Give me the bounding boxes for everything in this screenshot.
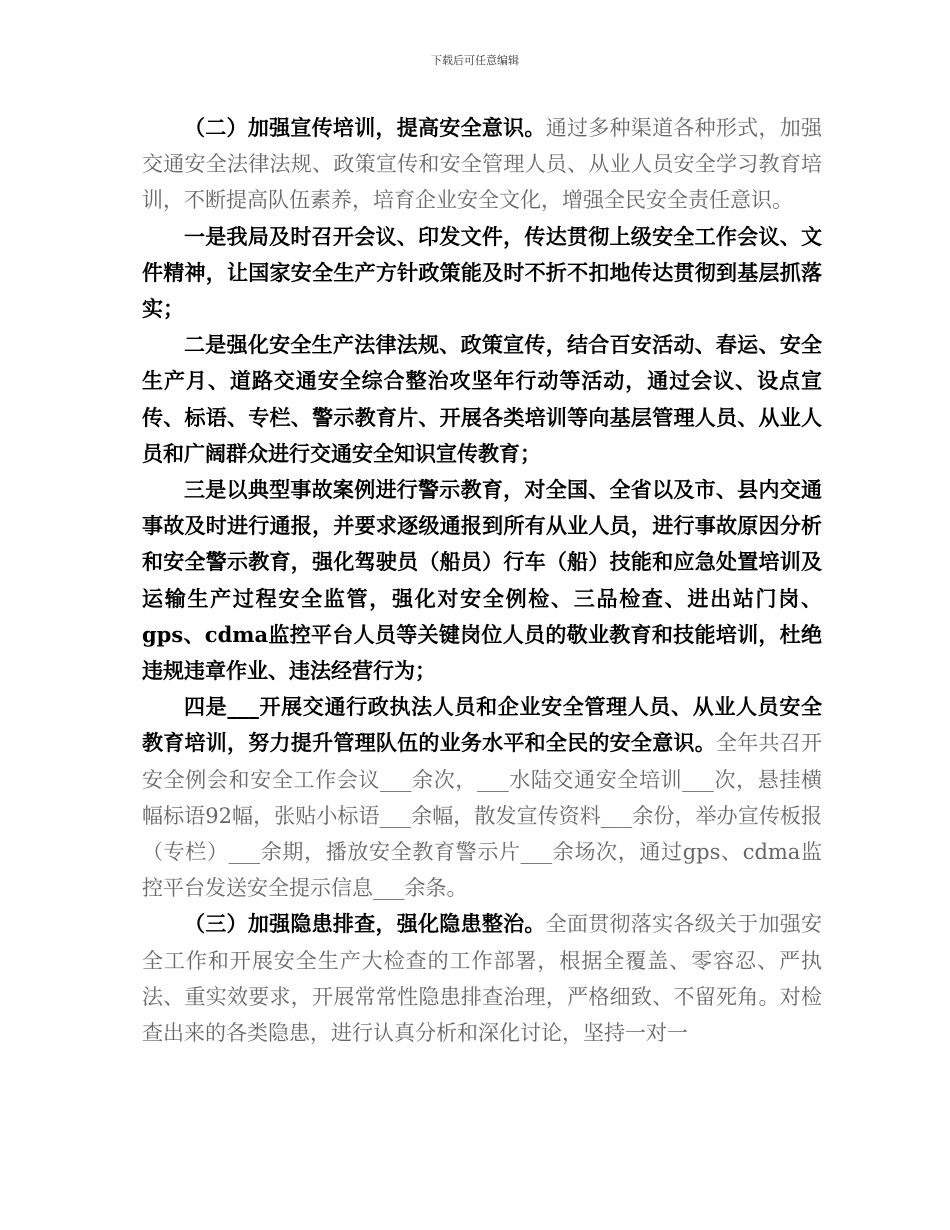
paragraph-text-bold: 一是我局及时召开会议、印发文件，传达贯彻上级安全工作会议、文件精神，让国家安全生产方针政策能及时不折不扣地传达贯彻到基层抓落实；: [142, 223, 822, 322]
section-heading: （三）加强隐患排查，强化隐患整治。: [184, 911, 546, 937]
paragraph-hazard-inspection: [142, 906, 822, 1051]
page-header: 下载后可任意编辑: [431, 54, 519, 67]
paragraph-item-1: [142, 219, 822, 328]
paragraph-publicity-training: [142, 110, 822, 219]
paragraph-item-2: [142, 327, 822, 472]
paragraph-text-bold: 三是以典型事故案例进行警示教育，对全国、全省以及市、县内交通事故及时进行通报，并要求逐级通报到所有从业人员，进行事故原因分析和安全警示教育，强化驾驶员（船员）行车（船）技能和应急处置培训及运输生产过程安全监管，强化对安全例检、三品检查、进出站门岗、gps、cdma监控平台人员等关键岗位人员的敬业教育和技能培训，杜绝违规违章作业、违法经营行为；: [142, 477, 822, 684]
paragraph-text-bold: 四是___开展交通行政执法人员和企业安全管理人员、从业人员安全教育培训，努力提升管理队伍的业务水平和全民的安全意识。: [142, 694, 822, 756]
document-body: [142, 110, 822, 1051]
paragraph-text-bold: 二是强化安全生产法律法规、政策宣传，结合百安活动、春运、安全生产月、道路交通安全综合整治攻坚年行动等活动，通过会议、设点宣传、标语、专栏、警示教育片、开展各类培训等向基层管理人员、从业人员和广阔群众进行交通安全知识宣传教育；: [142, 332, 822, 466]
paragraph-text: 通过多种渠道各种形式，加强交通安全法律法规、政策宣传和安全管理人员、从业人员安全学习教育培训，不断提高队伍素养，培育企业安全文化，增强全民安全责任意识。: [142, 116, 823, 213]
paragraph-item-4: [142, 689, 822, 906]
paragraph-item-3: [142, 472, 822, 689]
paragraph-text: 全面贯彻落实各级关于加强安全工作和开展安全生产大检查的工作部署，根据全覆盖、零容忍、严执法、重实效要求，开展常常性隐患排查治理，严格细致、不留死角。对检查出来的各类隐患，进行认真分析和深化讨论，坚持一对一: [142, 912, 823, 1046]
paragraph-text: 全年共召开安全例会和安全工作会议___余次，___水陆交通安全培训___次，悬挂横幅标语92幅，张贴小标语___余幅，散发宣传资料___余份，举办宣传板报（专栏）___余期，播放安全教育警示片___余场次，通过gps、cdma监控平台发送安全提示信息___余条。: [142, 731, 823, 901]
section-heading: （二）加强宣传培训，提高安全意识。: [184, 115, 546, 140]
